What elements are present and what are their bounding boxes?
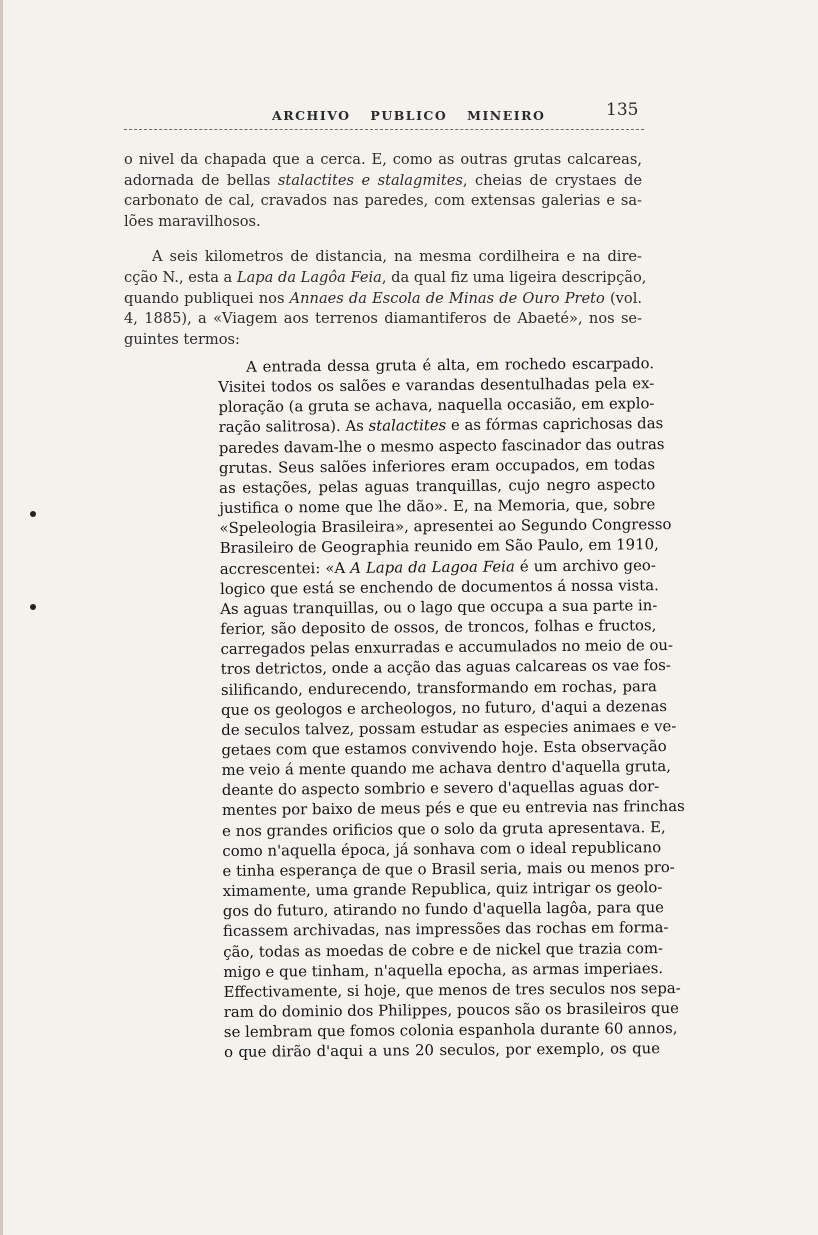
- quote-line: ximamente, uma grande Republica, quiz intrigar os geolo-: [222, 878, 663, 901]
- quote-line: de seculos talvez, possam estudar as especies animaes e ve-: [221, 716, 677, 739]
- quote-line: Brasileiro de Geographia reunido em São Paulo, em 1910,: [219, 535, 659, 558]
- quote-line: e tinha esperança de que o Brasil seria, mais ou menos pro-: [222, 857, 675, 880]
- quote-line: ração salitrosa). As stalactites e as fórmas caprichosas das: [218, 414, 664, 437]
- running-head-word: MINEIRO: [467, 108, 546, 123]
- quote-line: silificando, endurecendo, transformando em rochas, para: [220, 676, 657, 699]
- text-line: A seis kilometros de distancia, na mesma cordilheira e na dire-: [152, 248, 642, 266]
- text-line: quando publiquei nos Annaes da Escola de Minas de Ouro Preto (vol.: [124, 289, 643, 307]
- quote-line: As aguas tranquillas, ou o lago que occupa a sua parte in-: [220, 596, 658, 618]
- text-line: o nivel da chapada que a cerca. E, como as outras grutas calcareas,: [124, 151, 642, 168]
- quote-line: justifica o nome que lhe dão». E, na Memoria, que, sobre: [219, 495, 656, 518]
- quote-line: «Speleologia Brasileira», apresentei ao Segundo Congresso: [219, 515, 672, 538]
- text-line: adornada de bellas stalactites e stalagmites, cheias de crystaes de: [124, 171, 643, 189]
- running-head-word: ARCHIVO: [272, 108, 351, 123]
- paragraph-gap: [124, 232, 642, 247]
- quote-line: logico que está se enchendo de documentos á nossa vista.: [219, 575, 659, 598]
- quote-line: Effectivamente, si hoje, que menos de tres seculos nos sepa-: [223, 978, 681, 1001]
- header-rule: [124, 129, 644, 130]
- margin-dot: [30, 604, 36, 610]
- page-edge-shadow: [0, 0, 3, 1235]
- quote-line: ção, todas as moedas de cobre e de nickel que trazia com-: [223, 938, 664, 961]
- running-head: [272, 108, 559, 123]
- quote-line: accrescentei: «A A Lapa da Lagoa Feia é um archivo geo-: [219, 555, 656, 578]
- quote-line: carregados pelas enxurradas e accumulados no meio de ou-: [220, 636, 674, 659]
- quote-line: e nos grandes orificios que o solo da gruta apresentava. E,: [222, 817, 666, 840]
- text-line: guintes termos:: [124, 330, 240, 348]
- quote-line: deante do aspecto sombrio e severo d'aquellas aguas dor-: [221, 777, 660, 800]
- text-line: 4, 1885), a «Viagem aos terrenos diamantiferos de Abaeté», nos se-: [124, 310, 642, 328]
- quote-line: as estações, pelas aguas tranquillas, cujo negro aspecto: [219, 475, 656, 497]
- quote-line: se lembram que fomos colonia espanhola durante 60 annos,: [223, 1019, 678, 1042]
- quote-line: ploração (a gruta se achava, naquella occasião, em explo-: [218, 394, 655, 417]
- text-line: carbonato de cal, cravados nas paredes, com extensas galerias e sa-: [124, 192, 642, 210]
- quote-line: o que dirão d'aqui a uns 20 seculos, por exemplo, os que: [223, 1039, 661, 1062]
- quote-line: gos do futuro, atirando no fundo d'aquella lagôa, para que: [222, 898, 665, 921]
- body-paragraphs: [124, 150, 647, 350]
- quote-line: migo e que tinham, n'aquella epocha, as armas imperiaes.: [223, 958, 664, 981]
- quote-line: como n'aquella época, já sonhava com o ideal republicano: [222, 837, 662, 860]
- quote-line: ficassem archivadas, nas impressões das rochas em forma-: [222, 918, 669, 941]
- quote-line: me veio á mente quando me achava dentro d'aquella gruta,: [221, 757, 672, 780]
- quote-line: grutas. Seus salões inferiores eram occupados, em todas: [218, 454, 656, 477]
- quote-line: tros detrictos, onde a acção das aguas calcareas os vae fos-: [220, 656, 671, 679]
- text-line: cção N., esta a Lapa da Lagôa Feia, da qual fiz uma ligeira descripção,: [124, 268, 647, 286]
- page-number: 135: [606, 100, 639, 120]
- quote-line: paredes davam-lhe o mesmo aspecto fascinador das outras: [218, 434, 665, 457]
- quote-line: ferior, são deposito de ossos, de troncos, folhas e fructos,: [220, 616, 657, 639]
- quote-line: que os geologos e archeologos, no futuro, d'aqui a dezenas: [220, 696, 667, 719]
- quote-line: mentes por baixo de meus pés e que eu entrevia nas frinchas: [221, 797, 685, 820]
- text-line: lões maravilhosos.: [124, 212, 261, 230]
- quote-line: getaes com que estamos convivendo hoje. Esta observação: [221, 737, 667, 759]
- block-quote: [218, 353, 685, 1062]
- quote-line: A entrada dessa gruta é alta, em rochedo escarpado.: [246, 354, 655, 376]
- margin-dot: [30, 511, 36, 517]
- quote-line: Visitei todos os salões e varandas desentulhadas pela ex-: [218, 374, 655, 397]
- quote-line: ram do dominio dos Philippes, poucos são os brasileiros que: [223, 999, 680, 1021]
- running-head-word: PUBLICO: [370, 108, 448, 123]
